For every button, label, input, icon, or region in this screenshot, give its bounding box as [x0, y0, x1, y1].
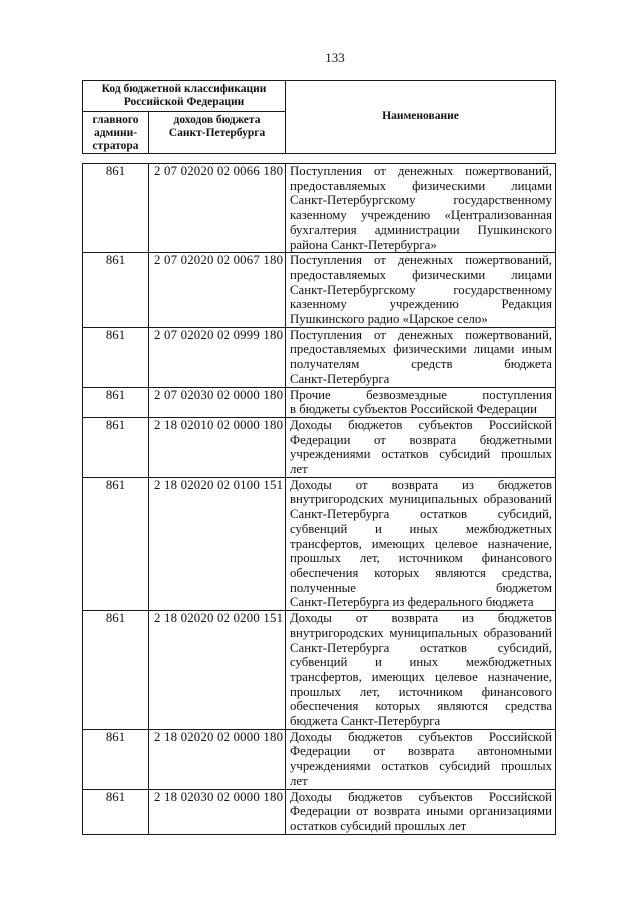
header-line: админи-: [93, 127, 138, 139]
name-line: Санкт-Петербурга остатков субсидий,: [290, 507, 552, 522]
name-line: субвенций и иных межбюджетных: [290, 521, 552, 536]
admin-code-cell: 861: [83, 164, 149, 253]
name-cell: [286, 417, 556, 477]
admin-code-cell: 861: [83, 477, 149, 610]
header-line: доходов бюджета: [173, 114, 261, 126]
revenue-code-cell: 2 07 02030 02 0000 180: [149, 387, 286, 417]
admin-code-cell: 861: [83, 327, 149, 387]
name-cell: [286, 729, 556, 789]
name-line: Федерации от возврата автономными: [290, 744, 552, 759]
name-line: Пушкинского радио «Царское село»: [290, 312, 488, 327]
table-row: [83, 387, 556, 417]
admin-code-cell: 861: [83, 729, 149, 789]
name-cell: [286, 789, 556, 834]
name-column-header: [286, 81, 556, 154]
revenue-code-cell: 2 18 02030 02 0000 180: [149, 789, 286, 834]
classification-code-header: [83, 81, 286, 112]
name-line: обеспечения которых являются средства: [290, 699, 552, 714]
header-row-group: [83, 81, 556, 112]
revenue-code-cell: 2 18 02020 02 0100 151: [149, 477, 286, 610]
admin-code-cell: 861: [83, 789, 149, 834]
name-line: Доходы бюджетов субъектов Российской: [290, 729, 552, 744]
name-line: трансфертов, имеющих целевое назначение,: [290, 669, 552, 684]
revenue-code-cell: 2 07 02020 02 0066 180: [149, 164, 286, 253]
name-line: казенному учреждению Редакция: [290, 297, 552, 312]
name-line: обеспечения которых являются средства,: [290, 565, 552, 580]
name-line: казенному учреждению «Централизованная: [290, 208, 552, 223]
name-line: лет: [290, 462, 308, 477]
admin-code-cell: 861: [83, 611, 149, 730]
admin-code-cell: 861: [83, 253, 149, 328]
header-line: главного: [92, 114, 139, 126]
name-line: полученные бюджетом: [290, 580, 552, 595]
name-cell: [286, 164, 556, 253]
name-line: Доходы от возврата из бюджетов: [290, 477, 552, 492]
name-line: внутригородских муниципальных образований: [290, 492, 552, 507]
revenue-code-cell: 2 18 02020 02 0000 180: [149, 729, 286, 789]
admin-code-cell: 861: [83, 387, 149, 417]
table-row: [83, 327, 556, 387]
header-line: стратора: [92, 140, 139, 152]
table-row: [83, 417, 556, 477]
name-line: субвенций и иных межбюджетных: [290, 655, 552, 670]
name-line: внутригородских муниципальных образований: [290, 625, 552, 640]
name-line: Доходы бюджетов субъектов Российской: [290, 789, 552, 804]
name-line: Федерации от возврата бюджетными: [290, 432, 552, 447]
header-line: Код бюджетной классификации: [101, 83, 267, 95]
name-line: прошлых лет, источником финансового: [290, 684, 552, 699]
name-cell: [286, 477, 556, 610]
page-number: 133: [325, 50, 345, 65]
name-line: Доходы от возврата из бюджетов: [290, 611, 552, 626]
table-row: [83, 729, 556, 789]
table-row: [83, 611, 556, 730]
name-line: Санкт-Петербурга из федерального бюджета: [290, 595, 534, 610]
name-line: предоставляемых физическими лицами: [290, 178, 552, 193]
header-line: Санкт-Петербурга: [168, 127, 266, 139]
table-row: [83, 789, 556, 834]
name-line: Санкт-Петербурга остатков субсидий,: [290, 640, 552, 655]
name-line: Поступления от денежных пожертвований,: [290, 253, 552, 268]
table-row: [83, 477, 556, 610]
revenue-code-cell: 2 18 02010 02 0000 180: [149, 417, 286, 477]
name-cell: [286, 253, 556, 328]
name-line: бюджета Санкт-Петербурга: [290, 714, 441, 729]
name-cell: [286, 327, 556, 387]
name-line: Поступления от денежных пожертвований,: [290, 164, 552, 178]
name-line: Санкт-Петербургскому государственному: [290, 282, 552, 297]
revenue-code-column-header: [149, 112, 286, 154]
revenue-code-cell: 2 07 02020 02 0999 180: [149, 327, 286, 387]
table-row: [83, 164, 556, 253]
name-line: Прочие безвозмездные поступления: [290, 387, 552, 402]
table-row: [83, 253, 556, 328]
table-header: [82, 80, 556, 154]
name-line: Поступления от денежных пожертвований,: [290, 327, 552, 342]
name-line: лет: [290, 773, 308, 788]
name-cell: [286, 387, 556, 417]
classification-table: [82, 163, 556, 835]
admin-code-cell: 861: [83, 417, 149, 477]
name-line: Федерации от возврата иными организациями: [290, 804, 552, 819]
name-line: предоставляемых физическими лицами: [290, 267, 552, 282]
name-line: Санкт-Петербурга: [290, 371, 390, 386]
table-body: [83, 164, 556, 835]
name-line: в бюджеты субъектов Российской Федерации: [290, 402, 537, 417]
name-line: прошлых лет, источником финансового: [290, 551, 552, 566]
name-line: учреждениями остатков субсидий прошлых: [290, 447, 552, 462]
name-line: предоставляемых физическими лицами иным: [290, 342, 552, 357]
header-line: Наименование: [382, 109, 459, 122]
name-line: бухгалтерия администрации Пушкинского: [290, 222, 552, 237]
name-line: получателям средств бюджета: [290, 357, 552, 372]
admin-column-header: [83, 112, 149, 154]
name-line: трансфертов, имеющих целевое назначение,: [290, 536, 552, 551]
header-line: Российской Федерации: [123, 96, 245, 108]
name-line: учреждениями остатков субсидий прошлых: [290, 759, 552, 774]
name-line: остатков субсидий прошлых лет: [290, 818, 467, 833]
revenue-code-cell: 2 18 02020 02 0200 151: [149, 611, 286, 730]
name-cell: [286, 611, 556, 730]
name-line: района Санкт-Петербурга»: [290, 237, 437, 252]
name-line: Санкт-Петербургскому государственному: [290, 193, 552, 208]
name-line: Доходы бюджетов субъектов Российской: [290, 417, 552, 432]
revenue-code-cell: 2 07 02020 02 0067 180: [149, 253, 286, 328]
